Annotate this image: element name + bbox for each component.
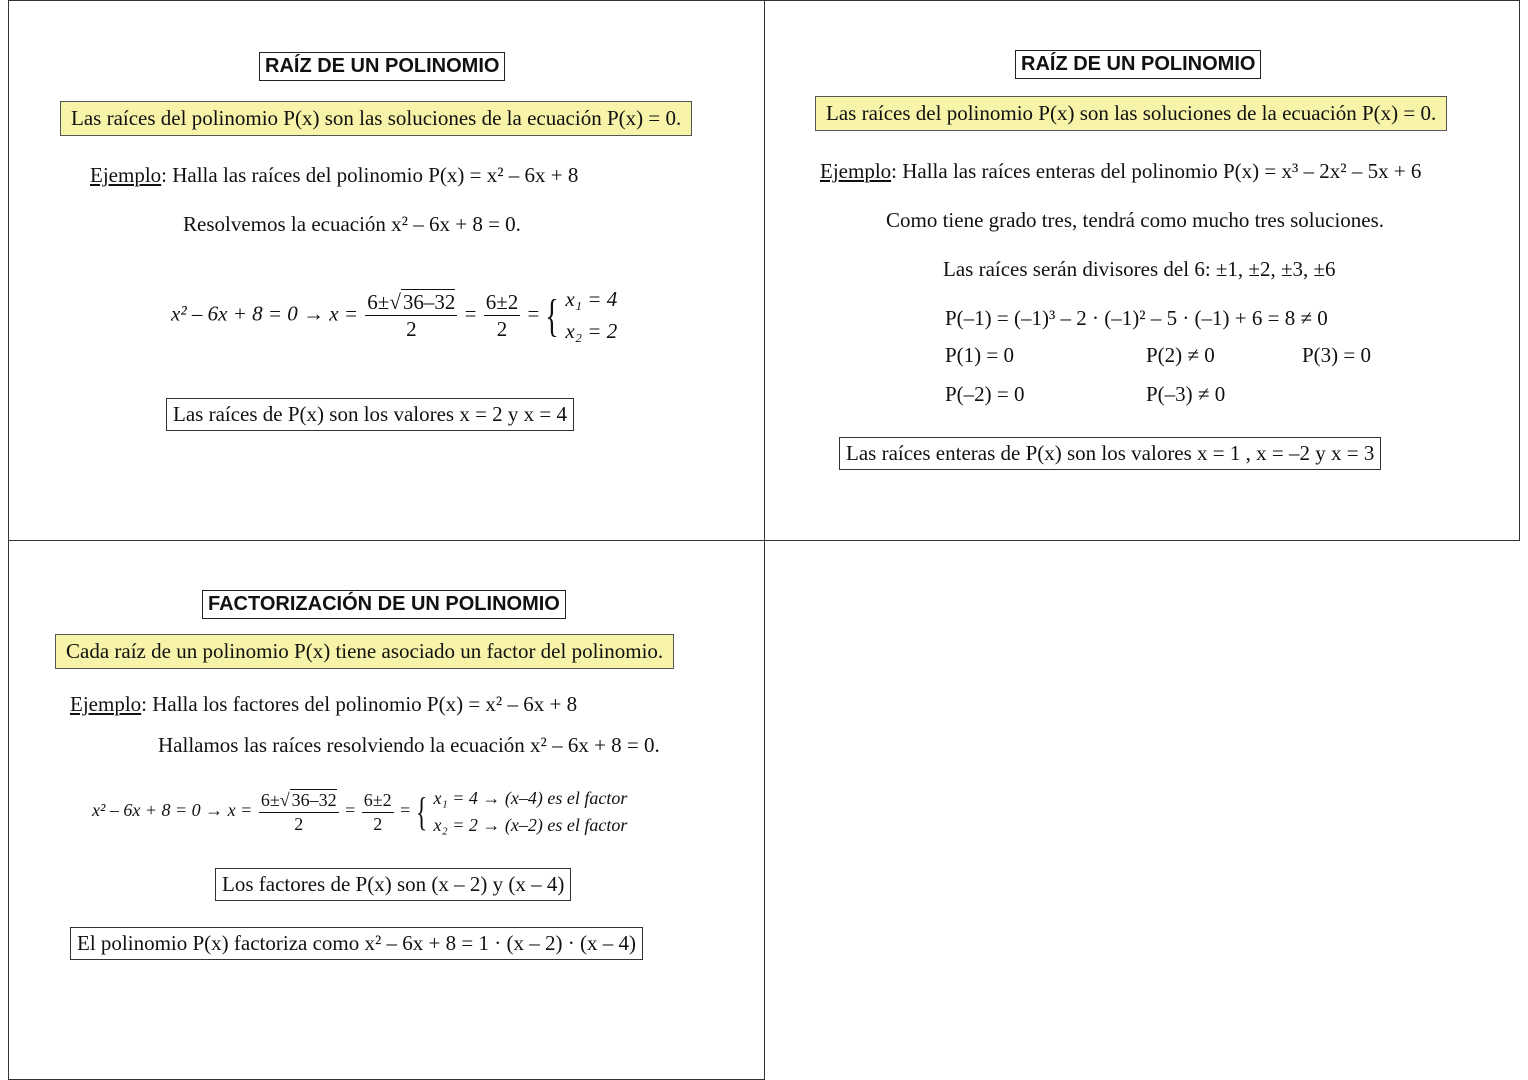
example-label: Ejemplo [820,159,892,183]
example-line [820,159,1421,184]
slide-title: RAÍZ DE UN POLINOMIO [1015,50,1261,79]
frac-den: 2 [406,317,417,341]
case-2: x₂ = 2 → (x–2) es el factor [433,815,628,835]
factors-box: Los factores de P(x) son (x – 2) y (x – 4) [215,868,571,901]
frac-num-prefix: 6± [260,790,280,810]
brace-icon: { [545,289,559,341]
example-label: Ejemplo [90,163,162,187]
definition-box: Las raíces del polinomio P(x) son las soluciones de la ecuación P(x) = 0. [60,101,692,136]
example-line [90,163,578,188]
frac-num-sqrt: 36–32 [291,790,337,810]
example-text: : Halla las raíces del polinomio P(x) = x² – 6x + 8 [161,163,579,187]
fraction-simplified [484,289,521,343]
result-box: Las raíces de P(x) son los valores x = 2 y x = 4 [166,398,574,431]
cases [434,785,628,839]
slide-raiz-2 [764,0,1520,541]
example-label: Ejemplo [70,692,142,716]
eval-p1: P(1) = 0 [945,343,1015,367]
case-1: x₁ = 4 → (x–4) es el factor [433,788,628,808]
cases [565,284,617,347]
eq-mid: = [464,301,477,326]
example-text: : Halla los factores del polinomio P(x) = x² – 6x + 8 [141,692,578,716]
frac2-den: 2 [496,317,508,341]
frac-num-prefix: 6± [367,289,390,314]
frac-num-sqrt: 36–32 [402,289,456,314]
example-line [70,692,577,717]
slide-title: FACTORIZACIÓN DE UN POLINOMIO [202,590,566,619]
eval-line: P(–1) = (–1)³ – 2 · (–1)² – 5 · (–1) + 6 = 8 ≠ 0 [945,306,1328,330]
frac-den: 2 [294,813,304,834]
frac2-den: 2 [373,813,383,834]
slide-title: RAÍZ DE UN POLINOMIO [259,52,505,81]
quadratic-equation [92,785,627,839]
fraction-simplified [362,789,394,835]
eval-pm2: P(–2) = 0 [945,382,1025,406]
definition-box: Cada raíz de un polinomio P(x) tiene asociado un factor del polinomio. [55,634,674,669]
eq-left: x² – 6x + 8 = 0 → x = [171,301,359,326]
definition-box: Las raíces del polinomio P(x) son las soluciones de la ecuación P(x) = 0. [815,96,1447,131]
case-2: x₂ = 2 [565,318,618,343]
brace-icon: { [416,789,428,834]
example-text: : Halla las raíces enteras del polinomio P(x) = x³ – 2x² – 5x + 6 [891,159,1422,183]
slide-factorizacion [8,540,765,1080]
quadratic-equation [171,284,617,347]
eval-pm3: P(–3) ≠ 0 [1146,382,1226,406]
result-box: Las raíces enteras de P(x) son los valores x = 1 , x = –2 y x = 3 [839,437,1381,470]
eval-p2: P(2) ≠ 0 [1146,343,1215,367]
frac2-num: 6±2 [362,789,394,813]
case-1: x₁ = 4 [565,287,618,311]
fraction-formula: $\frac{6\pm√36-32}{2}$ [367,289,456,341]
slide-raiz-1 [8,0,765,541]
solve-line: Resolvemos la ecuación x² – 6x + 8 = 0. [183,212,521,236]
divisors-line: Las raíces serán divisores del 6: ±1, ±2, ±3, ±6 [943,257,1336,281]
eq-left: x² – 6x + 8 = 0 → x = [92,800,253,821]
factorization-box: El polinomio P(x) factoriza como x² – 6x + 8 = 1 · (x – 2) · (x – 4) [70,927,643,960]
eq-end: = [527,301,540,326]
eq-mid: = [345,800,356,821]
eq-end: = [400,800,411,821]
eval-p3: P(3) = 0 [1302,343,1372,367]
fraction-formula: $\frac{6\pm√ 36-32}{2}$ [260,790,337,834]
solve-line: Hallamos las raíces resolviendo la ecuación x² – 6x + 8 = 0. [158,733,660,757]
degree-line: Como tiene grado tres, tendrá como mucho tres soluciones. [886,208,1385,232]
frac2-num: 6±2 [484,289,521,316]
